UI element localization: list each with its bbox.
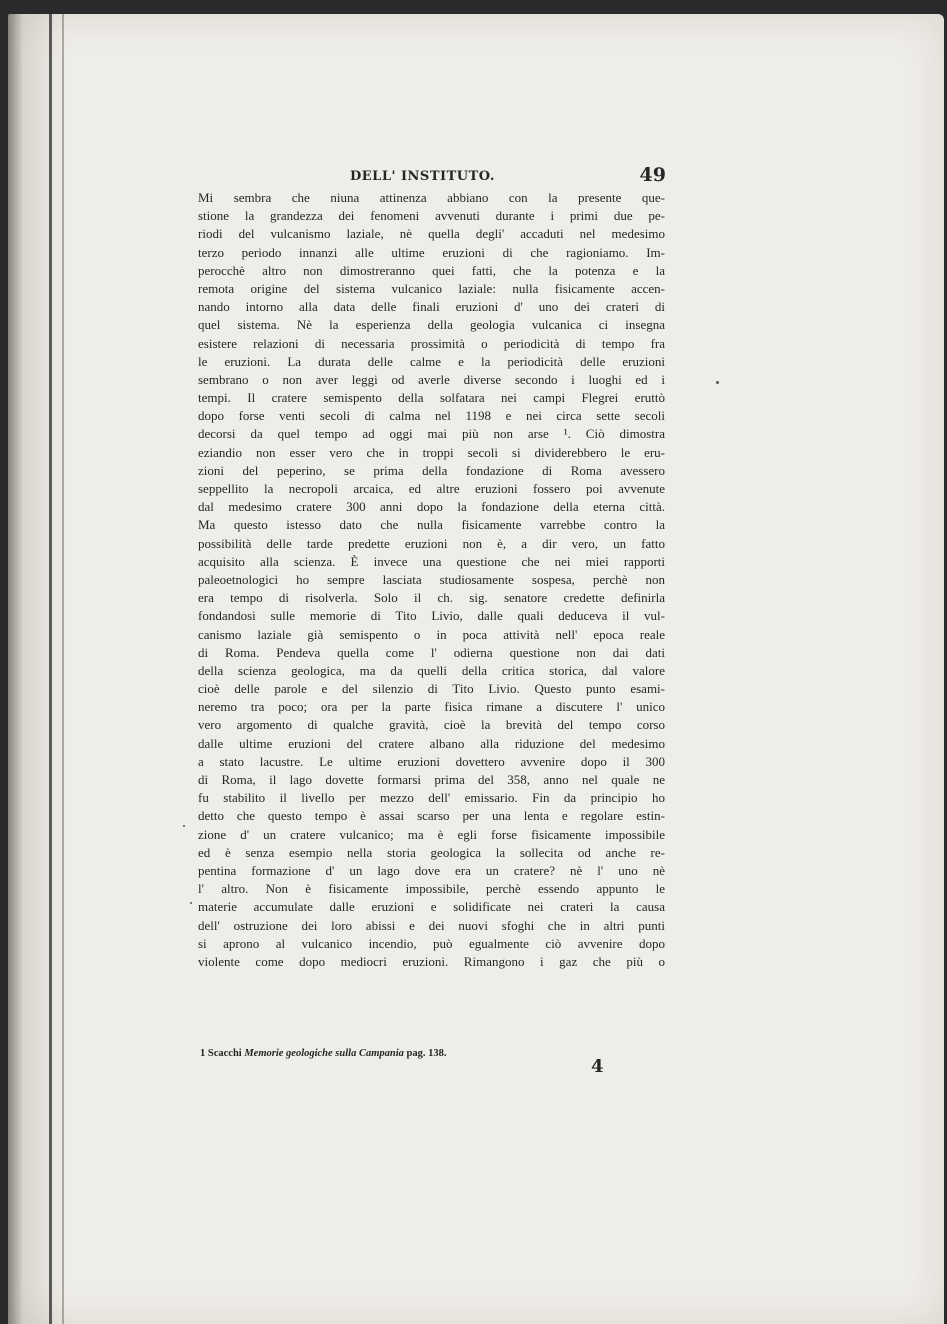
text-line: sembrano o non aver leggi od averle diverse secondo i luoghi ed i: [198, 371, 665, 387]
text-line: l' altro. Non è fisicamente impossibile, perchè essendo appunto le: [198, 881, 665, 897]
text-line: dopo forse venti secoli di calma nel 1198 e nei circa sette secoli: [198, 408, 665, 424]
text-line: fu stabilito il livello per mezzo dell' emissario. Fin da principio ho: [198, 790, 665, 806]
text-line: nando intorno alla data delle finali eruzioni d' uno dei crateri di: [198, 299, 665, 315]
text-line: neremo tra poco; ora per la parte fisica rimane a discutere l' unico: [198, 699, 665, 715]
running-title: DELL' INSTITUTO.: [350, 169, 495, 184]
text-line: remota origine del sistema vulcanico laziale: nulla fisicamente accen-: [198, 280, 665, 296]
text-line: canismo laziale già semispento o in poca attività nell' epoca reale: [198, 626, 665, 642]
text-line: fondandosi sulle memorie di Tito Livio, dalle quali deduceva il vul-: [198, 608, 665, 624]
text-line: le eruzioni. La durata delle calme e la periodicità delle eruzioni: [198, 353, 665, 369]
text-line: pentina formazione d' un lago dove era un cratere? nè l' uno nè: [198, 862, 665, 878]
text-line: tempi. Il cratere semispento della solfatara nei campi Flegrei eruttò: [198, 390, 665, 406]
body-text: [198, 189, 665, 971]
text-line: Mi sembra che niuna attinenza abbiano con la presente que-: [198, 190, 665, 205]
text-line: esistere relazioni di necessaria prossimità o periodicità di tempo fra: [198, 335, 665, 351]
paper-speck: [190, 902, 192, 904]
binding-edge: [49, 14, 52, 1324]
text-line: di Roma. Pendeva quella come l' odierna questione non dai dati: [198, 644, 665, 660]
page-number: 49: [639, 164, 666, 186]
text-line: eziandio non esser vero che in troppi secoli si dividerebbero le eru-: [198, 444, 665, 460]
text-line: dal medesimo cratere 300 anni dopo la fondazione della eterna città.: [198, 499, 665, 515]
text-line: si aprono al vulcanico incendio, può egualmente ciò avvenire dopo: [198, 935, 665, 951]
text-line: detto che questo tempo è assai scarso per una lenta e regolare estin-: [198, 808, 665, 824]
footnote-title: Memorie geologiche sulla Campania: [244, 1048, 404, 1059]
text-line: zione d' un cratere vulcanico; ma è egli forse fisicamente impossibile: [198, 826, 665, 842]
text-line: terzo periodo innanzi alle ultime eruzioni di che ragioniamo. Im-: [198, 244, 665, 260]
text-line: possibilità delle tarde predette eruzioni non è, a dir vero, un fatto: [198, 535, 665, 551]
text-line: quel sistema. Nè la esperienza della geologia vulcanica ci insegna: [198, 317, 665, 333]
text-line: violente come dopo mediocri eruzioni. Rimangono i gaz che più o: [198, 953, 665, 969]
paper-speck: [716, 381, 719, 384]
footnote-marker: 1: [200, 1048, 206, 1059]
text-line: seppellito la necropoli arcaica, ed altre eruzioni fossero poi avvenute: [198, 481, 665, 496]
text-line: paleoetnologici ho sempre lasciata studiosamente sospesa, perchè non: [198, 571, 665, 587]
footnote-author: Scacchi: [207, 1048, 242, 1059]
binding-edge-inner: [62, 14, 64, 1324]
text-line: vero argomento di qualche gravità, cioè la brevità del tempo corso: [198, 717, 665, 733]
text-line: riodi del vulcanismo laziale, nè quella degli' accaduti nel medesimo: [198, 226, 665, 242]
signature-mark: 4: [591, 1056, 604, 1077]
text-line: era tempo di risolverla. Solo il ch. sig. senatore credette definirla: [198, 590, 665, 606]
binding-shadow: [8, 14, 68, 1324]
text-line: zioni del peperino, se prima della fondazione di Roma avessero: [198, 462, 665, 478]
text-line: materie accumulate dalle eruzioni e solidificate nei crateri la causa: [198, 899, 665, 915]
text-line: dalle ultime eruzioni del cratere albano alla riduzione del medesimo: [198, 735, 665, 751]
text-line: acquisito alla scienza. È invece una questione che nei miei rapporti: [198, 553, 665, 569]
footnote-page-ref: pag. 138.: [406, 1048, 447, 1059]
text-line: decorsi da quel tempo ad oggi mai più non arse ¹. Ciò dimostra: [198, 426, 665, 442]
text-line: di Roma, il lago dovette formarsi prima del 358, anno nel quale ne: [198, 772, 665, 787]
text-line: dell' ostruzione dei loro abissi e dei nuovi sfoghi che in altri punti: [198, 917, 665, 933]
text-line: stione la grandezza dei fenomeni avvenuti durante i primi due pe-: [198, 208, 665, 224]
text-line: a stato lacustre. Le ultime eruzioni dovettero avvenire dopo il 300: [198, 753, 665, 769]
text-line: Ma questo istesso dato che nulla fisicamente varrebbe contro la: [198, 517, 665, 533]
text-line: perocchè altro non dimostreranno quei fatti, che la potenza e la: [198, 262, 665, 278]
paper-speck: [183, 825, 185, 827]
text-line: della scienza geologica, ma da quelli della critica storica, dal valore: [198, 662, 665, 678]
text-line: ed è senza esempio nella storia geologica la sollecita od anche re-: [198, 844, 665, 860]
running-head: [198, 166, 666, 188]
footnote: [200, 1048, 446, 1059]
text-line: cioè delle parole e del silenzio di Tito Livio. Questo punto esami-: [198, 681, 665, 697]
